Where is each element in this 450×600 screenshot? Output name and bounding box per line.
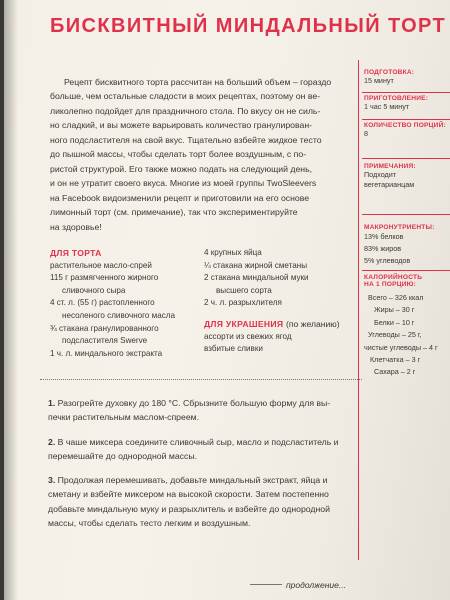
prep-value: 15 минут (364, 76, 394, 85)
ingredient-item: 2 ч. л. разрыхлителя (204, 298, 282, 308)
ingredient-item: подсластителя Swerve (62, 336, 148, 346)
calories-line: Углеводы – 25 г, (368, 330, 422, 340)
calories-label: НА 1 ПОРЦИЮ: (364, 281, 417, 288)
macro-line: 13% белков (364, 232, 404, 241)
intro-line: ликолепно подойдет для праздничного стола. По вкусу он не силь- (50, 105, 321, 116)
step-text: В чаше миксера соедините сливочный сыр, масло и подсластитель и перемешайте до однородной массы. (48, 436, 339, 461)
cake-ingredients (50, 247, 210, 360)
ingredient-item: несоленого сливочного масла (62, 310, 176, 320)
ingredient-item: растительное масло-спрей (50, 260, 152, 270)
step-number: 1. (48, 398, 56, 408)
section-divider (40, 379, 362, 380)
prep-label: ПОДГОТОВКА: (364, 69, 415, 76)
decoration-heading (204, 318, 354, 331)
cook-label: ПРИГОТОВЛЕНИЕ: (364, 95, 429, 102)
sidebar-divider (362, 270, 450, 271)
ingredient-item: 4 крупных яйца (204, 248, 262, 257)
intro-line: больше, чем остальные сладости в моих рецептах, поэтому он ве- (50, 91, 321, 102)
ingredient-item: 115 г размягченного жирного (50, 273, 159, 283)
step (48, 473, 348, 530)
intro-line: Рецепт бисквитного торта рассчитан на больший объем – гораздо (64, 77, 332, 87)
sidebar-divider (362, 119, 450, 120)
macro-line: 83% жиров (364, 244, 402, 253)
intro-line: и он не утратит своего вкуса. Многие из моей группы TwoSleevers (50, 178, 317, 189)
ingredient-item: ¼ стакана жирной сметаны (204, 260, 308, 270)
ingredient-item: ¾ стакана гранулированного (50, 323, 159, 333)
ingredient-item: 4 ст. л. (55 г) растопленного (50, 298, 155, 308)
continued-note: продолжение... (286, 580, 346, 590)
continued-rule (250, 584, 282, 585)
calories-label: КАЛОРИЙНОСТЬ (364, 274, 423, 281)
recipe-intro (50, 75, 348, 234)
prep-time (364, 69, 414, 86)
intro-line: на здоровье! (50, 221, 102, 232)
intro-line: но сладкий, и вы можете варьировать количество гранулирован- (50, 120, 313, 131)
intro-line: лимонный торт (см. примечание), так что экспериментируйте (50, 207, 298, 218)
decoration-heading-text: ДЛЯ УКРАШЕНИЯ (204, 318, 284, 329)
recipe-info-sidebar (358, 60, 450, 600)
calories-line: Клетчатка – 3 г (370, 355, 421, 365)
cake-ingredients-continued (204, 247, 354, 356)
sidebar-rule (358, 60, 359, 560)
ingredient-item: 1 ч. л. миндального экстракта (50, 348, 163, 358)
ingredient-item: взбитые сливки (204, 344, 263, 354)
sidebar-divider (362, 214, 450, 215)
step-text: Разогрейте духовку до 180 °С. Сбрызните большую форму для вы- печки растительным маслом-спреем. (48, 398, 331, 423)
servings-value: 8 (364, 129, 368, 138)
intro-line: до пышной массы, чтобы сделать торт более воздушным, с по- (50, 149, 307, 160)
step-number: 3. (48, 475, 56, 486)
step (48, 396, 348, 425)
decoration-optional-note: (по желанию) (286, 318, 340, 329)
sidebar-divider (362, 92, 450, 93)
cook-value: 1 час 5 минут (364, 102, 410, 111)
ingredient-item: ассорти из свежих ягод (204, 331, 292, 341)
cook-time (364, 95, 428, 112)
calories-line: чистые углеводы – 4 г (364, 342, 438, 352)
step-number: 2. (48, 436, 56, 447)
servings-label: КОЛИЧЕСТВО ПОРЦИЙ: (364, 122, 446, 129)
ingredient-item: сливочного сыра (62, 285, 126, 295)
calories-line: Жиры – 30 г (374, 305, 415, 315)
notes-label: ПРИМЕЧАНИЯ: (364, 163, 416, 170)
calories (364, 274, 438, 379)
intro-line: ристой структурой. Его также можно подать на следующий день, (50, 163, 313, 174)
page-gutter-shadow (4, 0, 18, 600)
calories-line: Всего – 326 ккал (368, 293, 424, 302)
macro-label: МАКРОНУТРИЕНТЫ: (364, 224, 435, 231)
sidebar-divider (362, 158, 450, 159)
step-text: Продолжая перемешивать, добавьте миндальный экстракт, яйца и сметану и взбейте миксером на высокой скорости. Затем постепенно добавьте миндальную муку и разрыхлитель и взбейте до однородной массы, чтобы сделать тесто легким и воздушным. (48, 475, 330, 529)
calories-line: Сахара – 2 г (374, 367, 416, 377)
notes (364, 163, 416, 190)
recipe-steps (48, 396, 348, 540)
intro-line: ного подсластителя на свой вкус. Тщательно взбейте жидкое тесто (50, 134, 322, 145)
servings (364, 122, 446, 139)
intro-line: на Facebook видоизменили рецепт и приготовили на его основе (50, 192, 310, 203)
calories-line: Белки – 10 г (374, 317, 415, 327)
macronutrients (364, 224, 435, 267)
ingredient-item: 2 стакана миндальной муки (204, 273, 309, 283)
step (48, 435, 348, 464)
recipe-title: БИСКВИТНЫЙ МИНДАЛЬНЫЙ ТОРТ (50, 15, 447, 37)
notes-line: вегетарианцам (364, 180, 415, 189)
macro-line: 5% углеводов (364, 256, 411, 265)
notes-line: Подходит (364, 170, 397, 179)
ingredient-item: высшего сорта (216, 285, 272, 295)
cake-ingredients-heading: ДЛЯ ТОРТА (50, 248, 102, 258)
cookbook-page (4, 0, 450, 600)
